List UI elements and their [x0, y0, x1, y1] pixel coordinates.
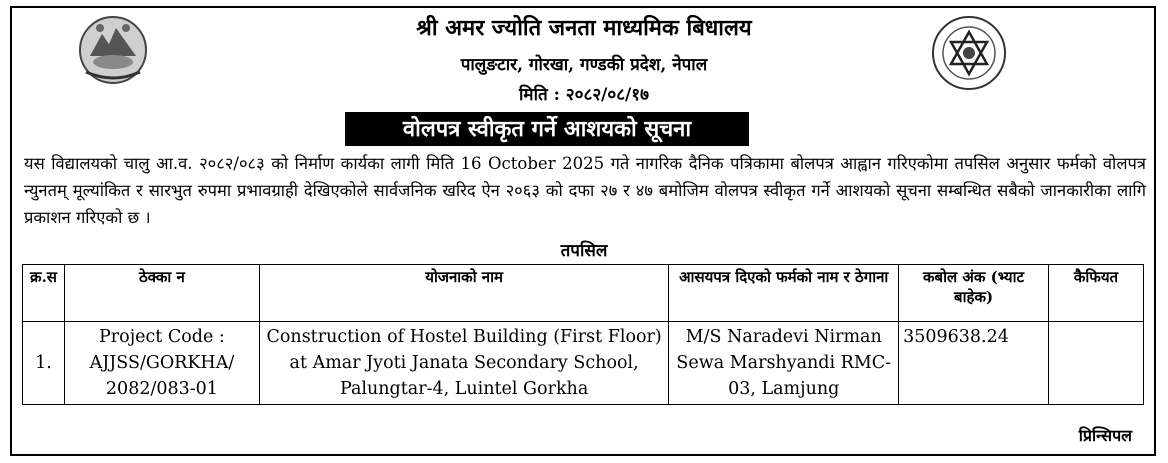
header-remarks: कैफियत — [1049, 265, 1144, 322]
header-project-name: योजनाको नाम — [259, 265, 668, 322]
cell-firm: M/S Naradevi Nirman Sewa Marshyandi RMC-03, Lamjung — [669, 322, 899, 405]
notice-title: वोलपत्र स्वीकृत गर्ने आशयको सूचना — [345, 112, 749, 146]
bid-table — [22, 264, 1144, 405]
notice-body: यस विद्यालयको चालु आ.व. २०८२/०८३ को निर्माण कार्यका लागी मिति 16 October 2025 गते नागरिक दैनिक पत्रिकामा बोलपत्र आह्वान गरिएकोमा तपसिल अनुसार फर्मको वोलपत्र न्युनतम् मूल्यांकित र सारभुत रुपमा प्रभावग्राही देखिएकोले सार्वजनिक खरिद ऐन २०६३ को दफा २७ र ४७ बमोजिम वोलपत्र स्वीकृत गर्ने आशयको सूचना सम्बन्धित सबैको जानकारीका लागि प्रकाशन गरिएको छ । — [24, 154, 1146, 227]
school-address: पालुङटार, गोरखा, गण्डकी प्रदेश, नेपाल — [460, 55, 708, 75]
table-header-row — [23, 265, 1144, 322]
table-heading: तपसिल — [560, 241, 608, 261]
cell-project-name: Construction of Hostel Building (First Floor) at Amar Jyoti Janata Secondary School, Palungtar-4, Luintel Gorkha — [259, 322, 668, 405]
cell-amount: 3509638.24 — [899, 322, 1049, 405]
cell-remarks — [1049, 322, 1144, 405]
cell-sn: 1. — [23, 322, 65, 405]
header-sn: क्र.स — [23, 265, 65, 322]
notice-date: मिति : २०८२/०८/१७ — [519, 85, 649, 105]
header-firm: आसयपत्र दिएको फर्मको नाम र ठेगाना — [669, 265, 899, 322]
table-row — [23, 322, 1144, 405]
school-name: श्री अमर ज्योति जनता माध्यमिक बिधालय — [416, 15, 752, 41]
header-contract: ठेक्का न — [64, 265, 259, 322]
signature-principal: प्रिन्सिपल — [1078, 426, 1132, 445]
header-amount: कबोल अंक (भ्याट बाहेक) — [899, 265, 1049, 322]
cell-contract: Project Code : AJJSS/GORKHA/ 2082/083-01 — [64, 322, 259, 405]
